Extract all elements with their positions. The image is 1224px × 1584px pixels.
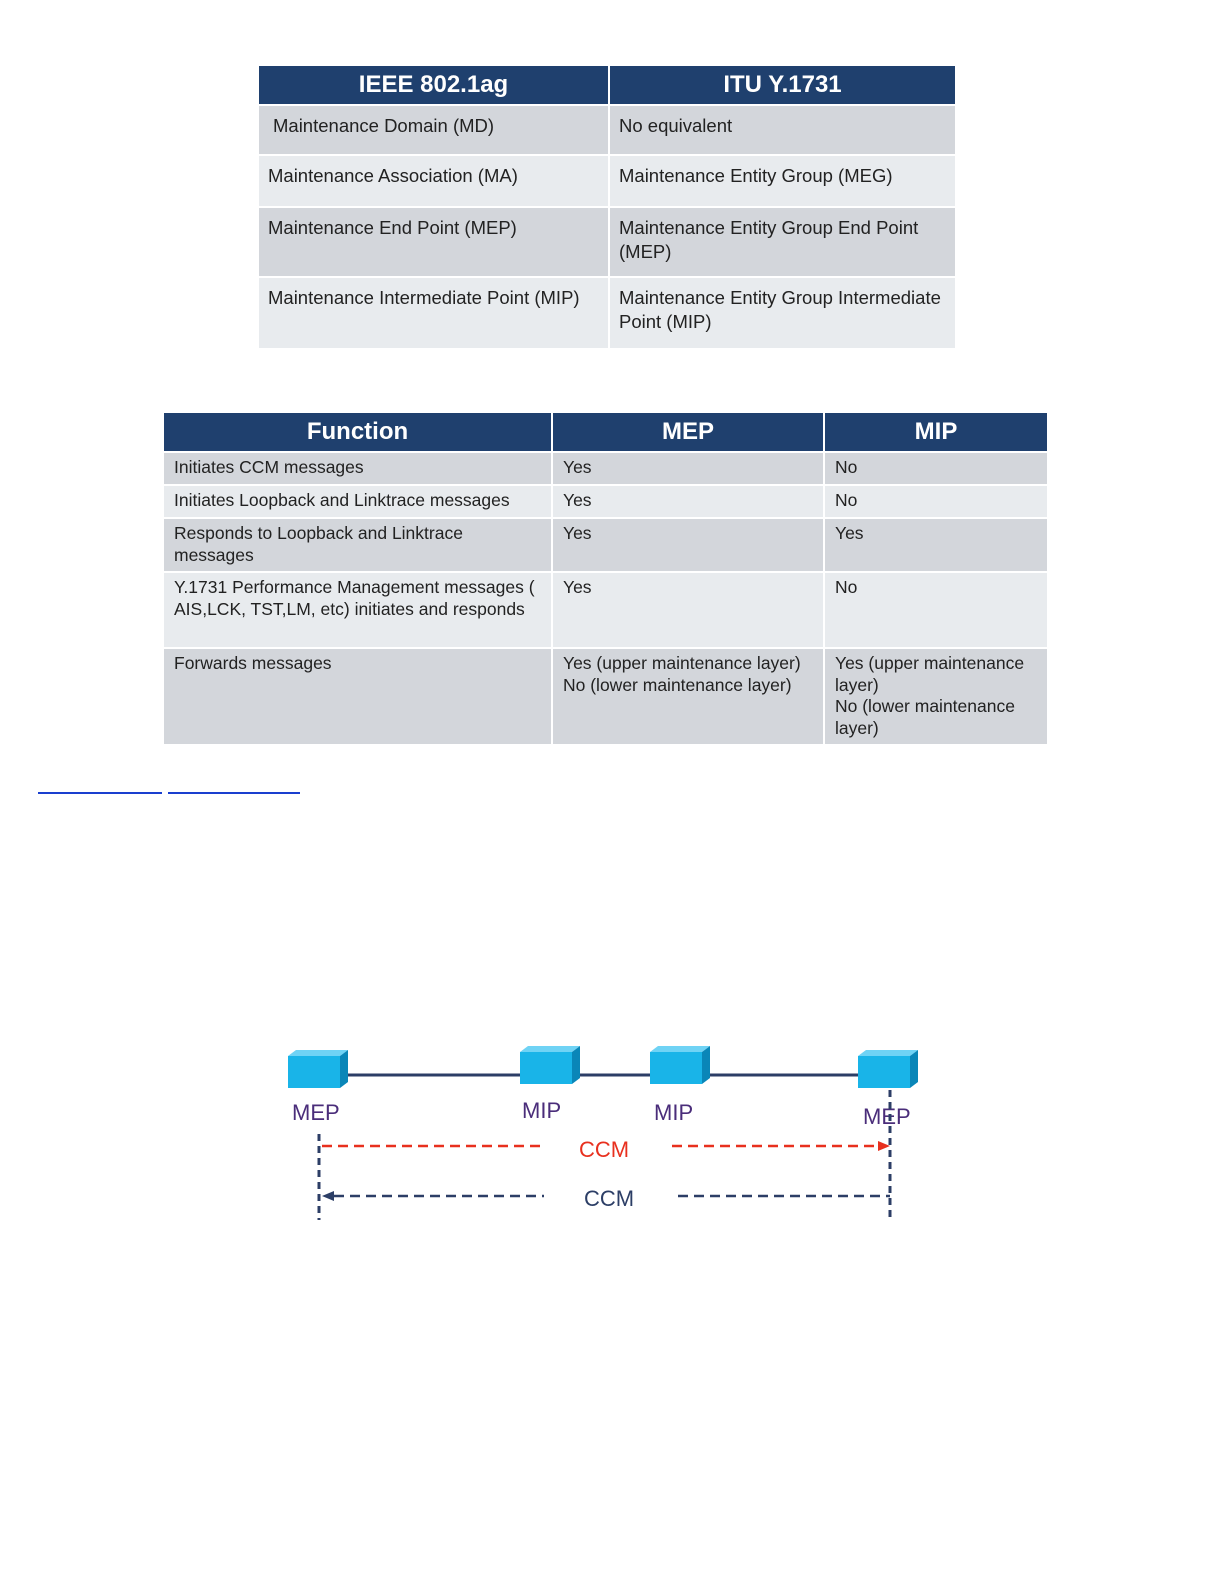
table2-cell: No (824, 485, 1048, 518)
table2-cell: Forwards messages (163, 648, 552, 745)
node-label: MIP (522, 1098, 562, 1123)
table2-cell: Y.1731 Performance Management messages ( AIS,LCK, TST,LM, etc) initiates and responds (163, 572, 552, 648)
ieee-itu-comparison-table (257, 64, 957, 350)
arrowhead-left-icon (322, 1191, 334, 1201)
table1-cell: Maintenance Domain (MD) (258, 105, 609, 155)
node-label: MEP (292, 1100, 340, 1125)
ccm-label-blue: CCM (584, 1186, 635, 1211)
link-underline[interactable] (168, 792, 300, 794)
table1-cell: Maintenance Entity Group (MEG) (609, 155, 956, 207)
header-function: Function (163, 412, 552, 452)
table2-cell: No (824, 452, 1048, 485)
table2-cell: Initiates Loopback and Linktrace messages (163, 485, 552, 518)
table2-cell: Responds to Loopback and Linktrace messages (163, 518, 552, 572)
node-label: MEP (863, 1104, 911, 1129)
header-mep: MEP (552, 412, 824, 452)
node-label: MIP (654, 1100, 694, 1125)
table2-cell: Yes (552, 518, 824, 572)
table2-cell: Yes (552, 572, 824, 648)
table2-cell: Yes (upper maintenance layer) No (lower maintenance layer) (552, 648, 824, 745)
table1-cell: Maintenance Association (MA) (258, 155, 609, 207)
ccm-diagram (270, 1030, 950, 1230)
table1-cell: No equivalent (609, 105, 956, 155)
node-icon-mip-1 (520, 1046, 580, 1084)
table1-cell: Maintenance Entity Group End Point (MEP) (609, 207, 956, 277)
table2-cell: No (824, 572, 1048, 648)
node-icon-mep-right (858, 1050, 918, 1088)
ccm-label-red: CCM (579, 1137, 630, 1162)
table2-cell: Yes (824, 518, 1048, 572)
table2-cell: Initiates CCM messages (163, 452, 552, 485)
link-underline[interactable] (38, 792, 162, 794)
table1-cell: Maintenance Intermediate Point (MIP) (258, 277, 609, 349)
table2-cell: Yes (upper maintenance layer) No (lower maintenance layer) (824, 648, 1048, 745)
mep-mip-function-table (162, 411, 1049, 746)
header-mip: MIP (824, 412, 1048, 452)
node-icon-mep-left (288, 1050, 348, 1088)
table1-cell: Maintenance Entity Group Intermediate Point (MIP) (609, 277, 956, 349)
header-ieee: IEEE 802.1ag (258, 65, 609, 105)
table1-cell: Maintenance End Point (MEP) (258, 207, 609, 277)
header-itu: ITU Y.1731 (609, 65, 956, 105)
node-icon-mip-2 (650, 1046, 710, 1084)
table2-cell: Yes (552, 485, 824, 518)
arrowhead-right-icon (878, 1141, 890, 1151)
table2-cell: Yes (552, 452, 824, 485)
